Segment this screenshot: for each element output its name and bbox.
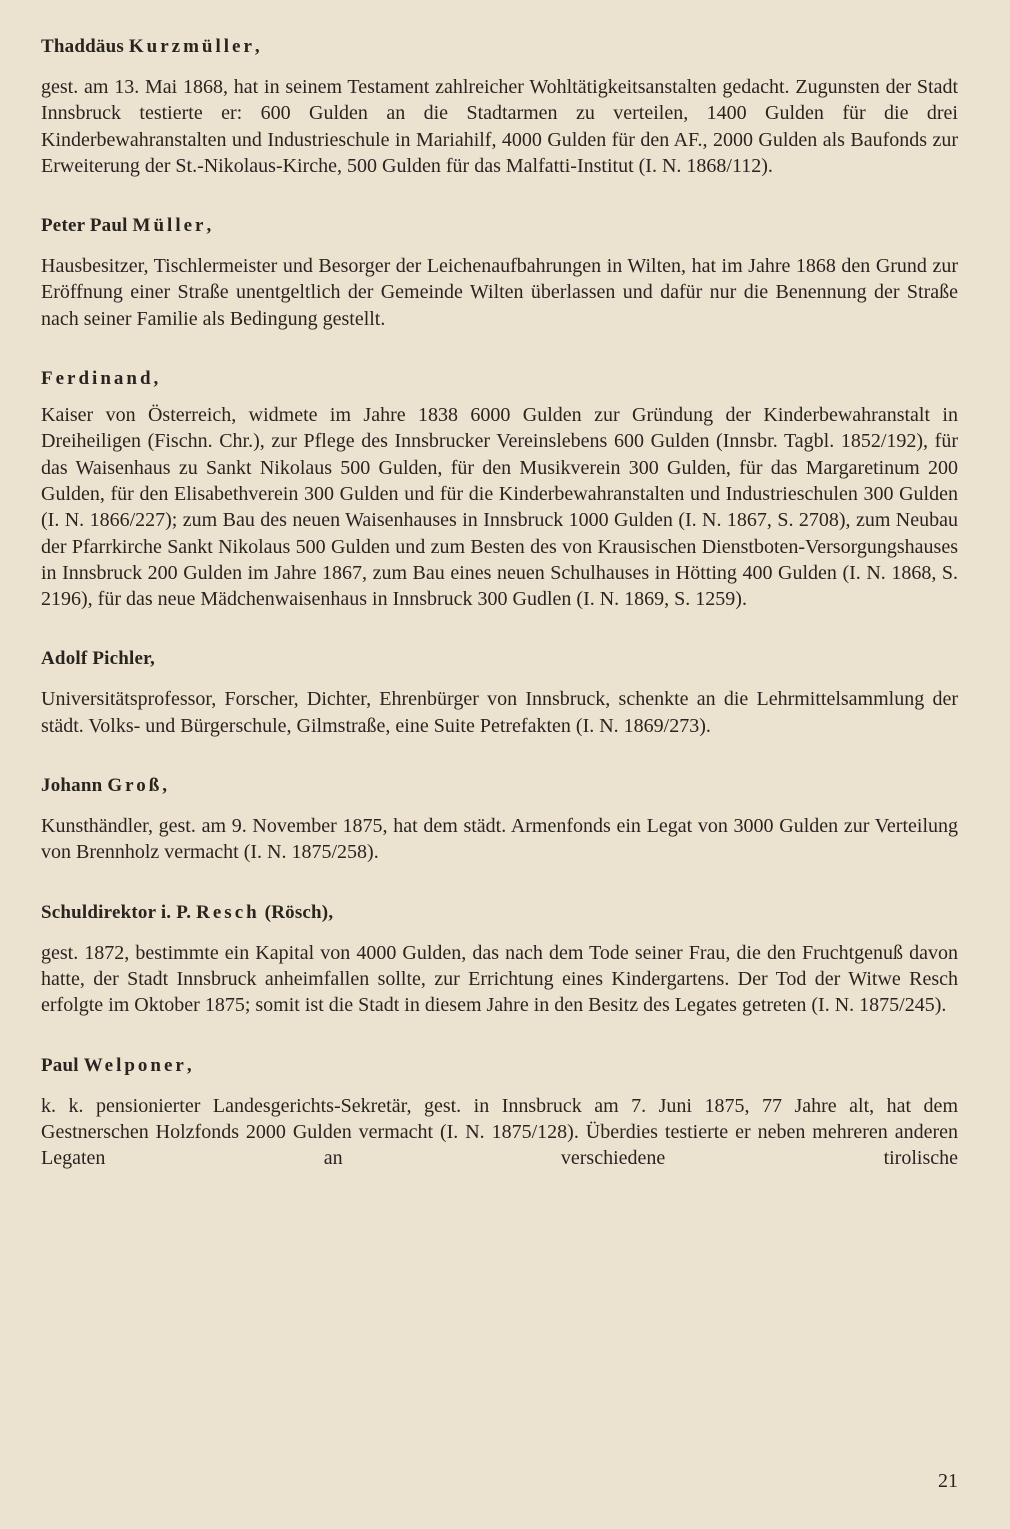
entry-name-suffix: , (206, 215, 212, 237)
entry-name-suffix: , (186, 1054, 192, 1076)
entry-heading (41, 1053, 958, 1079)
entry-kurzmueller (41, 34, 958, 179)
entry-name-suffix: , (254, 36, 260, 57)
entry-name-suffix: , (150, 648, 155, 670)
entry-text: k. k. pensionierter Landesgerichts-Sekretär, gest. in Innsbruck am 7. Juni 1875, 77 Jahre alt, hat dem Gestnerschen Holzfonds 2000 Gulden vermacht (I. N. 1875/128). Überdies testierte er neben mehreren anderen Legaten an verschiedene tirolische (41, 1094, 958, 1170)
entry-name-suffix: , (153, 368, 159, 390)
entry-name-spaced: Kurzmüller (128, 36, 255, 57)
entry-name-spaced: Müller (132, 215, 207, 237)
entry-text: Kaiser von Österreich, widmete im Jahre 1838 6000 Gulden zur Gründung der Kinderbewahranstalt in Dreiheiligen (Fischn. Chr.), zur Pflege des Innsbrucker Vereinslebens 600 Gulden (Innsbr. Tagbl. 1852/192), für das Waisenhaus zu Sankt Nikolaus 500 Gulden, für den Musikverein 300 Gulden, für das Margaretinum 200 Gulden, für den Elisabethverein 300 Gulden und für die Kinderbewahranstalten und Industrieschulen 300 Gulden (I. N. 1866/227); zum Bau des neuen Waisenhauses in Innsbruck 1000 Gulden (I. N. 1867, S. 2708), zum Neubau der Pfarrkirche Sankt Nikolaus 500 Gulden und zum Besten des von Krausischen Dienstboten-Versorgungshauses in Innsbruck 200 Gulden im Jahre 1867, zum Bau eines neuen Schulhauses in Hötting 400 Gulden (I. N. 1868, S. 2196), für das neue Mädchenwaisenhaus in Innsbruck 300 Gudlen (I. N. 1869, S. 1259). (41, 404, 958, 611)
entry-text: gest. 1872, bestimmte ein Kapital von 4000 Gulden, das nach dem Tode seiner Frau, die den Fruchtgenuß davon hatte, der Stadt Innsbruck anheimfallen sollte, zur Errichtung eines Kindergartens. Der Tod der Witwe Resch erfolgte im Oktober 1875; somit ist die Stadt in diesem Jahre in den Besitz des Legates getreten (I. N. 1875/245). (41, 941, 958, 1017)
entry-name: Thaddäus (41, 36, 129, 57)
entry-welponer (41, 1053, 958, 1172)
entry-gross (41, 773, 958, 866)
entry-text: Universitätsprofessor, Forscher, Dichter, Ehrenbürger von Innsbruck, schenkte an die Lehrmittelsammlung der städt. Volks- und Bürgerschule, Gilmstraße, eine Suite Petrefakten (I. N. 1869/273). (41, 688, 958, 737)
entry-heading (41, 213, 958, 239)
entry-name: Adolf Pichler (41, 648, 151, 670)
entry-name-spaced: Welponer (83, 1054, 187, 1076)
entry-name-suffix: (Rösch), (259, 901, 334, 923)
entry-name-spaced: Groß (107, 775, 163, 797)
entry-heading (41, 646, 958, 672)
entry-mueller (41, 213, 958, 332)
entry-name: Schuldirektor i. P. (41, 901, 197, 923)
entry-name: Paul (41, 1054, 84, 1076)
entry-ferdinand (41, 366, 958, 612)
entry-name-spaced: Ferdinand (41, 368, 154, 390)
entry-heading (41, 34, 958, 60)
entry-resch (41, 900, 958, 1019)
entry-heading (41, 366, 958, 392)
entry-name: Peter Paul (41, 215, 133, 237)
page-number: 21 (938, 1470, 958, 1492)
entry-name-suffix: , (162, 775, 168, 797)
entry-name-spaced: Resch (196, 901, 260, 923)
entry-heading (41, 773, 958, 799)
entry-text: Hausbesitzer, Tischlermeister und Besorger der Leichenaufbahrungen in Wilten, hat im Jahre 1868 den Grund zur Eröffnung einer Straße unentgeltlich der Gemeinde Wilten überlassen und dafür nur die Benennung der Straße nach seiner Familie als Bedingung gestellt. (41, 255, 958, 330)
entry-text: Kunsthändler, gest. am 9. November 1875, hat dem städt. Armenfonds ein Legat von 3000 Gulden zur Verteilung von Brennholz vermacht (I. N. 1875/258). (41, 815, 958, 864)
entry-text: gest. am 13. Mai 1868, hat in seinem Testament zahlreicher Wohltätigkeitsanstalten gedacht. Zugunsten der Stadt Innsbruck testierte er: 600 Gulden an die Stadtarmen zu verteilen, 1400 Gulden für die drei Kinderbewahranstalten und Industrieschule in Mariahilf, 4000 Gulden für den AF., 2000 Gulden als Baufonds zur Erweiterung der St.-Nikolaus-Kirche, 500 Gulden für das Malfatti-Institut (I. N. 1868/112). (41, 76, 958, 177)
page-content (41, 28, 958, 1171)
entry-heading (41, 900, 958, 926)
entry-name: Johann (41, 775, 108, 797)
entry-pichler (41, 646, 958, 739)
